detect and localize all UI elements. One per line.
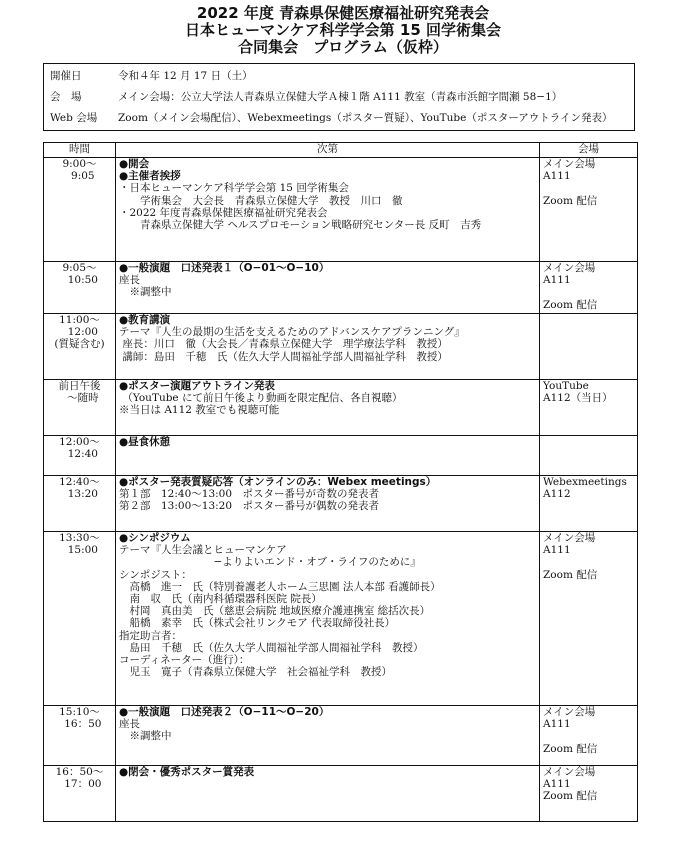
row-agenda	[116, 380, 540, 436]
date-row	[44, 66, 634, 86]
row-agenda	[116, 262, 540, 314]
row-agenda	[116, 314, 540, 380]
row-time: 12:40〜 13:20	[44, 476, 116, 532]
agenda-line: シンポジスト：	[119, 568, 192, 581]
agenda-line: 座長	[119, 718, 140, 731]
agenda-heading: ●一般演題 口述発表２（O−11〜O−20）	[119, 706, 330, 718]
program-row	[44, 706, 638, 766]
program-row	[44, 262, 638, 314]
table-header-row	[44, 143, 638, 158]
agenda-line: 講師：島田 千穂 氏（佐久大学人間福祉学部人間福祉学科 教授）	[119, 350, 448, 363]
agenda-line: 島田 千穂 氏（佐久大学人間福祉学部人間福祉学科 教授）	[119, 641, 424, 654]
title-line-2: 日本ヒューマンケア科学学会第 15 回学術集会	[184, 21, 502, 39]
agenda-line: 高橋 進一 氏（特別養護老人ホーム三思園 法人本部 看護師長）	[119, 580, 441, 593]
agenda-line: （YouTube にて前日午後より動画を限定配信、各自視聴）	[119, 392, 403, 405]
program-row	[44, 476, 638, 532]
row-venue	[540, 436, 638, 476]
agenda-heading: ●一般演題 口述発表１（O−01〜O−10）	[119, 262, 330, 274]
agenda-line: ※調整中	[119, 286, 172, 299]
row-time: 15:10〜 16：50	[44, 706, 116, 766]
agenda-line: 児玉 寛子（青森県立保健大学 社会福祉学科 教授）	[119, 666, 392, 679]
title-line-1: 2022 年度 青森県保健医療福祉研究発表会	[196, 4, 490, 22]
header-time: 時間	[44, 143, 116, 158]
agenda-line: コーディネーター（進行）：	[119, 654, 250, 667]
web-venue-value: Zoom（メイン会場配信）、Webexmeetings（ポスター質疑）、YouTube（ポスターアウトライン発表）	[118, 112, 613, 124]
program-row	[44, 436, 638, 476]
row-venue: Webexmeetings A112	[540, 476, 638, 532]
row-venue: メイン会場 A111 Zoom 配信	[540, 766, 638, 822]
row-time: 11:00〜 12:00 (質疑含む)	[44, 314, 116, 380]
agenda-heading: ●教育講演	[119, 314, 171, 326]
agenda-line: 指定助言者：	[119, 629, 182, 642]
header-venue: 会場	[540, 143, 638, 158]
row-venue: メイン会場 A111 Zoom 配信	[540, 706, 638, 766]
agenda-heading: ●ポスター発表質疑応答（オンラインのみ：Webex meetings）	[119, 476, 437, 488]
agenda-line: 村岡 真由美 氏（慈恵会病院 地域医療介護連携室 総括次長）	[119, 605, 431, 618]
event-info-box	[43, 63, 635, 131]
row-time: 9:05〜 10:50	[44, 262, 116, 314]
agenda-heading: ●主催者挨拶	[119, 170, 181, 183]
row-time: 16：50〜 17：00	[44, 766, 116, 822]
agenda-line: 学術集会 大会長 青森県立保健大学 教授 川口 徹	[119, 194, 403, 207]
row-agenda	[116, 158, 540, 262]
venue-value: メイン会場：公立大学法人青森県立保健大学Ａ棟１階 A111 教室（青森市浜館字間瀬 58−1）	[118, 91, 563, 103]
row-time: 12:00〜 12:40	[44, 436, 116, 476]
row-agenda	[116, 476, 540, 532]
row-venue	[540, 314, 638, 380]
program-row	[44, 380, 638, 436]
agenda-line: 南 収 氏（南内科循環器科医院 院長）	[119, 593, 322, 606]
agenda-line: 船橋 素幸 氏（株式会社リンクモア 代表取締役社長）	[119, 617, 396, 630]
row-venue: メイン会場 A111 Zoom 配信	[540, 262, 638, 314]
title-line-3: 合同集会 プログラム（仮枠）	[238, 38, 448, 56]
row-agenda	[116, 532, 540, 706]
program-row	[44, 314, 638, 380]
agenda-line: ・日本ヒューマンケア科学学会第 15 回学術集会	[119, 182, 349, 195]
row-agenda	[116, 706, 540, 766]
date-label: 開催日	[50, 70, 82, 82]
program-table-body	[44, 158, 638, 822]
program-row	[44, 158, 638, 262]
agenda-line: 座長：川口 徹（大会長／青森県立保健大学 理学療法学科 教授）	[119, 338, 448, 351]
row-venue: メイン会場 A111 Zoom 配信	[540, 158, 638, 262]
row-time: 9:00〜 9:05	[44, 158, 116, 262]
program-row	[44, 766, 638, 822]
agenda-heading: ●開会	[119, 158, 150, 170]
venue-label: 会 場	[50, 91, 82, 103]
agenda-line: 第１部 12:40〜13:00 ポスター番号が奇数の発表者	[119, 488, 380, 501]
agenda-line: ・2022 年度青森県保健医療福祉研究発表会	[119, 206, 328, 219]
agenda-heading: ●ポスター演題アウトライン発表	[119, 380, 275, 392]
row-agenda	[116, 436, 540, 476]
program-table	[43, 142, 638, 822]
agenda-line: テーマ『人生の最期の生活を支えるためのアドバンスケアプランニング』	[119, 326, 465, 339]
agenda-line: 青森県立保健大学 ヘルスプロモーション戦略研究センター長 反町 吉秀	[119, 219, 482, 232]
agenda-line: ※当日は A112 教室でも視聴可能	[119, 404, 280, 417]
row-agenda	[116, 766, 540, 822]
web-venue-label: Web 会場	[50, 112, 98, 124]
row-venue: YouTube A112（当日）	[540, 380, 638, 436]
agenda-line: −よりよいエンド・オブ・ライフのために』	[119, 556, 421, 569]
agenda-heading: ●閉会・優秀ポスター賞発表	[119, 766, 255, 778]
agenda-line: テーマ『人生会議とヒューマンケア	[119, 544, 287, 557]
venue-row	[44, 87, 634, 107]
header-agenda: 次第	[116, 143, 540, 158]
agenda-heading: ●昼食休憩	[119, 436, 171, 448]
agenda-line: 第２部 13:00〜13:20 ポスター番号が偶数の発表者	[119, 500, 380, 513]
row-venue: メイン会場 A111 Zoom 配信	[540, 532, 638, 706]
agenda-line: 座長	[119, 274, 140, 287]
agenda-heading: ●シンポジウム	[119, 532, 191, 544]
date-value: 令和４年 12 月 17 日（土）	[118, 70, 253, 82]
row-time: 13:30〜 15:00	[44, 532, 116, 706]
row-time: 前日午後 〜随時	[44, 380, 116, 436]
program-row	[44, 532, 638, 706]
agenda-line: ※調整中	[119, 730, 172, 743]
web-venue-row	[44, 108, 634, 128]
